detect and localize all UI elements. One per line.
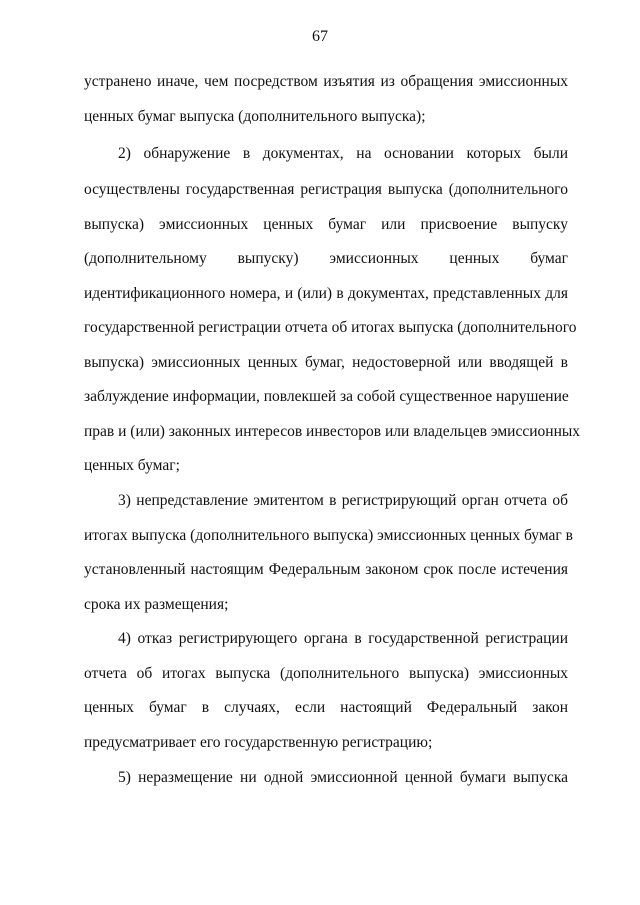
text-line: 3) непредставление эмитентом в регистрирующий орган отчета об bbox=[118, 492, 568, 509]
text-line: 2) обнаружение в документах, на основании которых были bbox=[118, 145, 568, 162]
text-line: заблуждение информации, повлекшей за собой существенное нарушение bbox=[84, 388, 569, 405]
text-line: устранено иначе, чем посредством изъятия из обращения эмиссионных bbox=[84, 73, 568, 90]
text-line: идентификационного номера, и (или) в документах, представленных для bbox=[84, 285, 568, 302]
text-line: ценных бумаг; bbox=[84, 457, 180, 474]
text-line: предусматривает его государственную регистрацию; bbox=[84, 734, 433, 751]
text-line: прав и (или) законных интересов инвесторов или владельцев эмиссионных bbox=[84, 423, 581, 440]
text-line: государственной регистрации отчета об итогах выпуска (дополнительного bbox=[84, 319, 577, 336]
text-line: 5) неразмещение ни одной эмиссионной ценной бумаги выпуска bbox=[118, 769, 568, 786]
text-line: отчета об итогах выпуска (дополнительного выпуска) эмиссионных bbox=[84, 665, 568, 682]
page-number: 67 bbox=[312, 28, 328, 45]
text-line: ценных бумаг в случаях, если настоящий Федеральный закон bbox=[84, 699, 568, 716]
text-line: (дополнительному выпуску) эмиссионных ценных бумаг bbox=[84, 250, 568, 267]
text-line: выпуска) эмиссионных ценных бумаг или присвоение выпуску bbox=[84, 216, 568, 233]
text-line: 4) отказ регистрирующего органа в государственной регистрации bbox=[118, 630, 568, 647]
text-line: установленный настоящим Федеральным законом срок после истечения bbox=[84, 561, 568, 578]
text-line: выпуска) эмиссионных ценных бумаг, недостоверной или вводящей в bbox=[84, 354, 568, 371]
text-line: осуществлены государственная регистрация выпуска (дополнительного bbox=[84, 181, 568, 198]
text-line: итогах выпуска (дополнительного выпуска) эмиссионных ценных бумаг в bbox=[84, 527, 573, 544]
text-line: срока их размещения; bbox=[84, 596, 229, 613]
text-line: ценных бумаг выпуска (дополнительного выпуска); bbox=[84, 108, 426, 125]
